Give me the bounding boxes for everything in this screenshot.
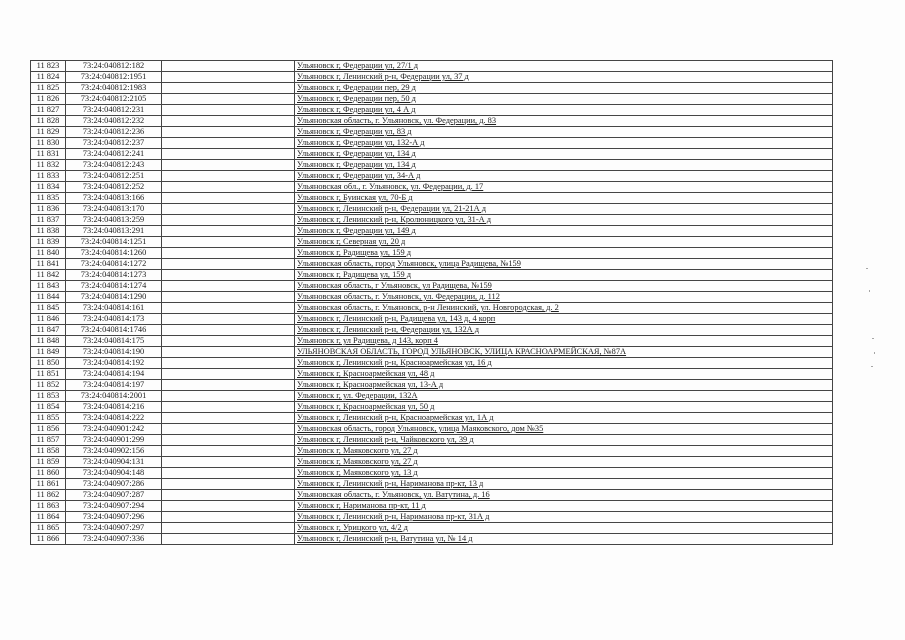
row-number-cell: 11 843 xyxy=(31,281,66,292)
cadastral-number-cell: 73:24:040814:175 xyxy=(66,336,162,347)
empty-cell xyxy=(162,325,295,336)
row-number-cell: 11 829 xyxy=(31,127,66,138)
cadastral-number-cell: 73:24:040814:1272 xyxy=(66,259,162,270)
row-number-cell: 11 865 xyxy=(31,523,66,534)
cadastral-number-cell: 73:24:040814:216 xyxy=(66,402,162,413)
empty-cell xyxy=(162,94,295,105)
empty-cell xyxy=(162,523,295,534)
address-cell: Ульяновская область, г. Ульяновск, р-н Ленинский, ул. Новгородская, д. 2 xyxy=(295,303,833,314)
table-row xyxy=(31,215,833,226)
table-row xyxy=(31,523,833,534)
empty-cell xyxy=(162,270,295,281)
row-number-cell: 11 835 xyxy=(31,193,66,204)
address-cell: Ульяновск г, Федерации пер, 50 д xyxy=(295,94,833,105)
cadastral-number-cell: 73:24:040814:197 xyxy=(66,380,162,391)
address-cell: Ульяновск г, Федерации пер, 29 д xyxy=(295,83,833,94)
table-row xyxy=(31,149,833,160)
address-cell: Ульяновск г, Радищева ул, 159 д xyxy=(295,270,833,281)
row-number-cell: 11 838 xyxy=(31,226,66,237)
address-cell: Ульяновская область, г. Ульяновск, ул. Федерации, д. 83 xyxy=(295,116,833,127)
address-cell: Ульяновск г, Федерации ул, 149 д xyxy=(295,226,833,237)
row-number-cell: 11 842 xyxy=(31,270,66,281)
address-cell: Ульяновск г, Северная ул, 20 д xyxy=(295,237,833,248)
address-cell: Ульяновск г, Ленинский р-н, Федерации ул, 132А д xyxy=(295,325,833,336)
row-number-cell: 11 858 xyxy=(31,446,66,457)
address-cell: Ульяновск г, Ленинский р-н, Чайковского ул, 39 д xyxy=(295,435,833,446)
table-row xyxy=(31,402,833,413)
scan-speck xyxy=(869,290,870,292)
empty-cell xyxy=(162,292,295,303)
address-cell: Ульяновск г, Федерации ул, 4 А д xyxy=(295,105,833,116)
address-cell: Ульяновск г, Буинская ул, 70-Б д xyxy=(295,193,833,204)
cadastral-number-cell: 73:24:040901:299 xyxy=(66,435,162,446)
empty-cell xyxy=(162,358,295,369)
address-cell: Ульяновск г, Маяковского ул, 27 д xyxy=(295,446,833,457)
address-cell: Ульяновск г, Ленинский р-н, Нариманова пр-кт, 31А д xyxy=(295,512,833,523)
address-cell: Ульяновск г, Красноармейская ул, 13-А д xyxy=(295,380,833,391)
row-number-cell: 11 847 xyxy=(31,325,66,336)
empty-cell xyxy=(162,72,295,83)
row-number-cell: 11 834 xyxy=(31,182,66,193)
table-row xyxy=(31,347,833,358)
empty-cell xyxy=(162,226,295,237)
scan-speck xyxy=(874,352,875,354)
empty-cell xyxy=(162,204,295,215)
empty-cell xyxy=(162,347,295,358)
address-cell: Ульяновск г, Красноармейская ул, 50 д xyxy=(295,402,833,413)
cadastral-number-cell: 73:24:040813:166 xyxy=(66,193,162,204)
empty-cell xyxy=(162,127,295,138)
cadastral-number-cell: 73:24:040812:236 xyxy=(66,127,162,138)
empty-cell xyxy=(162,512,295,523)
table-row xyxy=(31,336,833,347)
table-row xyxy=(31,182,833,193)
cadastral-number-cell: 73:24:040812:232 xyxy=(66,116,162,127)
address-cell: Ульяновск г, Федерации ул, 34-А д xyxy=(295,171,833,182)
cadastral-number-cell: 73:24:040904:131 xyxy=(66,457,162,468)
scan-speck xyxy=(872,338,874,339)
row-number-cell: 11 826 xyxy=(31,94,66,105)
table-row xyxy=(31,204,833,215)
row-number-cell: 11 859 xyxy=(31,457,66,468)
cadastral-number-cell: 73:24:040812:1951 xyxy=(66,72,162,83)
cadastral-number-cell: 73:24:040814:1746 xyxy=(66,325,162,336)
cadastral-number-cell: 73:24:040814:161 xyxy=(66,303,162,314)
address-cell: Ульяновск г, ул. Федерации, 132А xyxy=(295,391,833,402)
row-number-cell: 11 851 xyxy=(31,369,66,380)
cadastral-number-cell: 73:24:040814:1273 xyxy=(66,270,162,281)
address-cell: Ульяновск г, Урицкого ул, 4/2 д xyxy=(295,523,833,534)
table-row xyxy=(31,314,833,325)
table-row xyxy=(31,501,833,512)
table-row xyxy=(31,468,833,479)
row-number-cell: 11 852 xyxy=(31,380,66,391)
empty-cell xyxy=(162,336,295,347)
table-row xyxy=(31,303,833,314)
address-cell: Ульяновская область, г. Ульяновск, ул. Ватутина, д. 16 xyxy=(295,490,833,501)
cadastral-number-cell: 73:24:040812:251 xyxy=(66,171,162,182)
cadastral-number-cell: 73:24:040812:243 xyxy=(66,160,162,171)
address-cell: Ульяновск г, Ленинский р-н, Кролюницкого ул, 31-А д xyxy=(295,215,833,226)
cadastral-number-cell: 73:24:040814:194 xyxy=(66,369,162,380)
table-row xyxy=(31,446,833,457)
cadastral-number-cell: 73:24:040812:241 xyxy=(66,149,162,160)
address-cell: УЛЬЯНОВСКАЯ ОБЛАСТЬ, ГОРОД УЛЬЯНОВСК, УЛИЦА КРАСНОАРМЕЙСКАЯ, №87А xyxy=(295,347,833,358)
address-cell: Ульяновск г, ул Радищева, д 143, корп 4 xyxy=(295,336,833,347)
row-number-cell: 11 830 xyxy=(31,138,66,149)
cadastral-number-cell: 73:24:040907:297 xyxy=(66,523,162,534)
row-number-cell: 11 856 xyxy=(31,424,66,435)
empty-cell xyxy=(162,402,295,413)
empty-cell xyxy=(162,303,295,314)
table-row xyxy=(31,226,833,237)
row-number-cell: 11 837 xyxy=(31,215,66,226)
address-cell: Ульяновск г, Маяковского ул, 27 д xyxy=(295,457,833,468)
address-cell: Ульяновск г, Федерации ул, 132-А д xyxy=(295,138,833,149)
table-row xyxy=(31,292,833,303)
address-cell: Ульяновская область, город Ульяновск, улица Маяковского, дом №35 xyxy=(295,424,833,435)
address-cell: Ульяновская область, город Ульяновск, улица Радищева, №159 xyxy=(295,259,833,270)
table-row xyxy=(31,237,833,248)
address-cell: Ульяновск г, Ленинский р-н, Нариманова пр-кт, 13 д xyxy=(295,479,833,490)
row-number-cell: 11 850 xyxy=(31,358,66,369)
cadastral-number-cell: 73:24:040813:291 xyxy=(66,226,162,237)
table-row xyxy=(31,193,833,204)
row-number-cell: 11 861 xyxy=(31,479,66,490)
empty-cell xyxy=(162,149,295,160)
empty-cell xyxy=(162,369,295,380)
table-row xyxy=(31,160,833,171)
row-number-cell: 11 840 xyxy=(31,248,66,259)
cadastral-number-cell: 73:24:040812:237 xyxy=(66,138,162,149)
empty-cell xyxy=(162,490,295,501)
address-cell: Ульяновск г, Ленинский р-н, Красноармейская ул, 1А д xyxy=(295,413,833,424)
row-number-cell: 11 860 xyxy=(31,468,66,479)
table-row xyxy=(31,116,833,127)
table-row xyxy=(31,281,833,292)
row-number-cell: 11 824 xyxy=(31,72,66,83)
cadastral-number-cell: 73:24:040812:231 xyxy=(66,105,162,116)
row-number-cell: 11 866 xyxy=(31,534,66,545)
cadastral-number-cell: 73:24:040814:190 xyxy=(66,347,162,358)
cadastral-number-cell: 73:24:040813:170 xyxy=(66,204,162,215)
cadastral-number-cell: 73:24:040814:1251 xyxy=(66,237,162,248)
table-row xyxy=(31,369,833,380)
cadastral-number-cell: 73:24:040904:148 xyxy=(66,468,162,479)
row-number-cell: 11 864 xyxy=(31,512,66,523)
empty-cell xyxy=(162,259,295,270)
empty-cell xyxy=(162,534,295,545)
table-row xyxy=(31,248,833,259)
empty-cell xyxy=(162,391,295,402)
address-cell: Ульяновск г, Федерации ул, 134 д xyxy=(295,160,833,171)
register-table xyxy=(30,60,833,545)
table-row xyxy=(31,325,833,336)
address-cell: Ульяновская обл., г. Ульяновск, ул. Федерации, д. 17 xyxy=(295,182,833,193)
row-number-cell: 11 832 xyxy=(31,160,66,171)
cadastral-number-cell: 73:24:040812:2105 xyxy=(66,94,162,105)
table-row xyxy=(31,259,833,270)
address-cell: Ульяновская область, г Ульяновск, ул Радищева, №159 xyxy=(295,281,833,292)
table-row xyxy=(31,435,833,446)
row-number-cell: 11 855 xyxy=(31,413,66,424)
empty-cell xyxy=(162,281,295,292)
row-number-cell: 11 849 xyxy=(31,347,66,358)
row-number-cell: 11 845 xyxy=(31,303,66,314)
cadastral-number-cell: 73:24:040907:294 xyxy=(66,501,162,512)
empty-cell xyxy=(162,435,295,446)
cadastral-number-cell: 73:24:040907:286 xyxy=(66,479,162,490)
cadastral-number-cell: 73:24:040812:252 xyxy=(66,182,162,193)
address-cell: Ульяновск г, Красноармейская ул, 48 д xyxy=(295,369,833,380)
table-row xyxy=(31,391,833,402)
scan-speck xyxy=(871,366,873,367)
table-row xyxy=(31,72,833,83)
table-row xyxy=(31,512,833,523)
cadastral-number-cell: 73:24:040814:1290 xyxy=(66,292,162,303)
cadastral-number-cell: 73:24:040812:182 xyxy=(66,61,162,72)
scan-speck xyxy=(866,268,868,269)
row-number-cell: 11 853 xyxy=(31,391,66,402)
table-row xyxy=(31,413,833,424)
cadastral-number-cell: 73:24:040813:259 xyxy=(66,215,162,226)
table-row xyxy=(31,490,833,501)
table-row xyxy=(31,127,833,138)
row-number-cell: 11 839 xyxy=(31,237,66,248)
empty-cell xyxy=(162,446,295,457)
table-row xyxy=(31,479,833,490)
empty-cell xyxy=(162,237,295,248)
empty-cell xyxy=(162,479,295,490)
address-cell: Ульяновск г, Ленинский р-н, Радищева ул, 143 д, 4 корп xyxy=(295,314,833,325)
address-cell: Ульяновск г, Нариманова пр-кт, 11 д xyxy=(295,501,833,512)
row-number-cell: 11 863 xyxy=(31,501,66,512)
table-row xyxy=(31,83,833,94)
empty-cell xyxy=(162,182,295,193)
row-number-cell: 11 854 xyxy=(31,402,66,413)
table-row xyxy=(31,270,833,281)
row-number-cell: 11 828 xyxy=(31,116,66,127)
row-number-cell: 11 836 xyxy=(31,204,66,215)
empty-cell xyxy=(162,83,295,94)
empty-cell xyxy=(162,171,295,182)
table-row xyxy=(31,138,833,149)
row-number-cell: 11 833 xyxy=(31,171,66,182)
empty-cell xyxy=(162,380,295,391)
row-number-cell: 11 846 xyxy=(31,314,66,325)
cadastral-number-cell: 73:24:040814:2001 xyxy=(66,391,162,402)
table-row xyxy=(31,424,833,435)
empty-cell xyxy=(162,413,295,424)
cadastral-number-cell: 73:24:040902:156 xyxy=(66,446,162,457)
table-row xyxy=(31,457,833,468)
cadastral-number-cell: 73:24:040901:242 xyxy=(66,424,162,435)
empty-cell xyxy=(162,61,295,72)
empty-cell xyxy=(162,468,295,479)
row-number-cell: 11 823 xyxy=(31,61,66,72)
address-cell: Ульяновск г, Радищева ул, 159 д xyxy=(295,248,833,259)
cadastral-number-cell: 73:24:040814:1274 xyxy=(66,281,162,292)
table-row xyxy=(31,94,833,105)
empty-cell xyxy=(162,215,295,226)
empty-cell xyxy=(162,314,295,325)
empty-cell xyxy=(162,501,295,512)
cadastral-number-cell: 73:24:040814:1260 xyxy=(66,248,162,259)
table-row xyxy=(31,171,833,182)
address-cell: Ульяновск г, Ленинский р-н, Ватутина ул, № 14 д xyxy=(295,534,833,545)
row-number-cell: 11 862 xyxy=(31,490,66,501)
cadastral-number-cell: 73:24:040814:222 xyxy=(66,413,162,424)
empty-cell xyxy=(162,248,295,259)
address-cell: Ульяновск г, Федерации ул, 134 д xyxy=(295,149,833,160)
address-cell: Ульяновск г, Ленинский р-н, Федерации ул, 21-21А д xyxy=(295,204,833,215)
table-row xyxy=(31,358,833,369)
empty-cell xyxy=(162,193,295,204)
table-row xyxy=(31,105,833,116)
table-row xyxy=(31,380,833,391)
address-cell: Ульяновская область, г. Ульяновск, ул. Федерации, д. 112 xyxy=(295,292,833,303)
cadastral-number-cell: 73:24:040814:192 xyxy=(66,358,162,369)
row-number-cell: 11 831 xyxy=(31,149,66,160)
cadastral-number-cell: 73:24:040907:336 xyxy=(66,534,162,545)
address-cell: Ульяновск г, Маяковского ул, 13 д xyxy=(295,468,833,479)
register-table-body xyxy=(31,61,833,545)
table-row xyxy=(31,534,833,545)
address-cell: Ульяновск г, Ленинский р-н, Федерации ул, 37 д xyxy=(295,72,833,83)
row-number-cell: 11 841 xyxy=(31,259,66,270)
address-cell: Ульяновск г, Федерации ул, 83 д xyxy=(295,127,833,138)
table-row xyxy=(31,61,833,72)
cadastral-number-cell: 73:24:040814:173 xyxy=(66,314,162,325)
empty-cell xyxy=(162,138,295,149)
row-number-cell: 11 848 xyxy=(31,336,66,347)
cadastral-number-cell: 73:24:040907:287 xyxy=(66,490,162,501)
row-number-cell: 11 825 xyxy=(31,83,66,94)
cadastral-number-cell: 73:24:040812:1983 xyxy=(66,83,162,94)
address-cell: Ульяновск г, Ленинский р-н, Красноармейская ул, 16 д xyxy=(295,358,833,369)
cadastral-number-cell: 73:24:040907:296 xyxy=(66,512,162,523)
empty-cell xyxy=(162,424,295,435)
row-number-cell: 11 844 xyxy=(31,292,66,303)
empty-cell xyxy=(162,105,295,116)
empty-cell xyxy=(162,457,295,468)
empty-cell xyxy=(162,116,295,127)
empty-cell xyxy=(162,160,295,171)
row-number-cell: 11 827 xyxy=(31,105,66,116)
address-cell: Ульяновск г, Федерации ул, 27/1 д xyxy=(295,61,833,72)
row-number-cell: 11 857 xyxy=(31,435,66,446)
